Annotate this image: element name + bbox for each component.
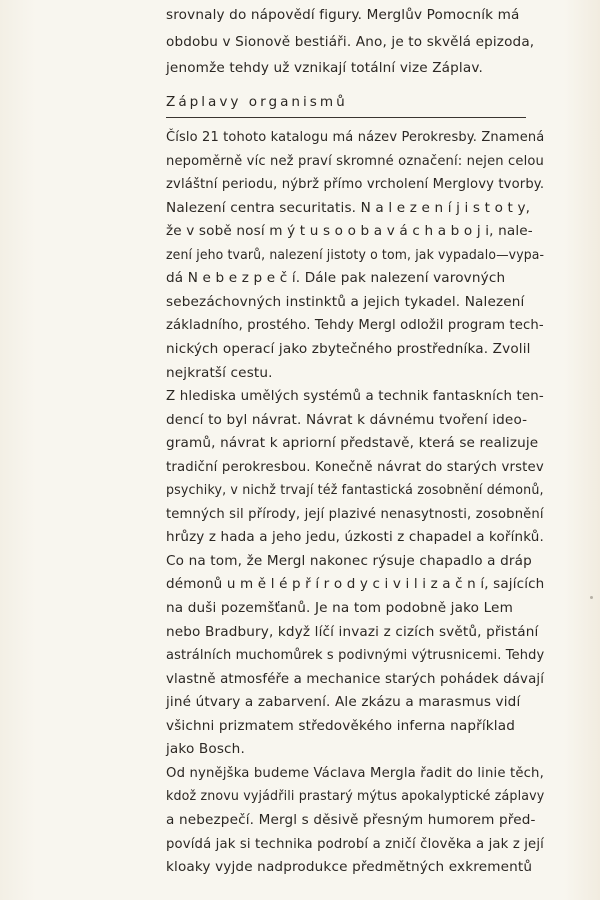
paragraph-line: nebo Bradbury, když líčí invazi z cizích světů, přistání xyxy=(166,623,539,640)
paragraph-line: kloaky vyjde nadprodukce předmětných exkrementů xyxy=(166,859,533,875)
paragraph-line: nejkratší cestu. xyxy=(166,364,273,381)
paragraph-line: obdobu v Sionově bestiáři. Ano, je to skvělá epizoda, xyxy=(166,34,535,50)
paragraph-line: že v sobě nosí m ý t u s o o b a v á c h a b o j i, nale- xyxy=(166,223,533,240)
paragraph-line: Nalezení centra securitatis. N a l e z e n í j i s t o t y, xyxy=(166,199,531,216)
paragraph-line: jiné útvary a zabarvení. Ale zkázu a marasmus vidí xyxy=(166,694,521,711)
paragraph-line: vlastně atmosféře a mechanice starých pohádek dávají xyxy=(166,670,545,687)
paragraph-line: démonů u m ě l é p ř í r o d y c i v i l i z a č n í, sajících xyxy=(166,576,545,593)
paragraph-line: kdož znovu vyjádřili prastarý mýtus apokalyptické záplavy xyxy=(166,788,545,805)
paragraph-line: nických operací jako zbytečného prostředníka. Zvolil xyxy=(166,340,531,357)
heading-rule xyxy=(166,117,526,118)
paragraph-line: jako Bosch. xyxy=(166,741,245,758)
paragraph-line: základního, prostého. Tehdy Mergl odložil program tech- xyxy=(166,317,544,334)
paragraph-line: a nebezpečí. Mergl s děsivě přesným humorem před- xyxy=(166,811,536,828)
paragraph-line: hrůzy z hada a jeho jedu, úzkosti z chapadel a kořínků. xyxy=(166,529,544,546)
paragraph-line: tradiční perokresbou. Konečně návrat do starých vrstev xyxy=(166,458,544,475)
paragraph-line: Z hlediska umělých systémů a technik fantaskních ten- xyxy=(166,388,544,404)
paragraph-line: srovnaly do nápovědí figury. Merglův Pomocník má xyxy=(166,7,520,23)
paper-speck xyxy=(590,596,593,599)
paragraph-line: povídá jak si technika podrobí a zničí člověka a jak z její xyxy=(166,835,544,852)
paragraph-line: na duši pozemšťanů. Je na tom podobně jako Lem xyxy=(166,600,513,616)
paragraph-line: jenomže tehdy už vznikají totální vize Záplav. xyxy=(166,60,483,76)
paragraph-line: sebezáchovných instinktů a jejich tykadel. Nalezení xyxy=(166,293,525,310)
paragraph-line: všichni prizmatem středověkého inferna například xyxy=(166,717,515,734)
paragraph-line: Co na tom, že Mergl nakonec rýsuje chapadlo a dráp xyxy=(166,552,532,569)
section-heading: Záplavy organismů xyxy=(166,94,348,110)
paragraph-line: astrálních muchomůrek s podivnými výtrusnicemi. Tehdy xyxy=(166,647,545,664)
paragraph-line: gramů, návrat k apriorní představě, která se realizuje xyxy=(166,435,539,452)
paragraph-line: psychiky, v nichž trvají též fantastická zosobnění démonů, xyxy=(166,482,544,499)
paragraph-line: dá N e b e z p e č í. Dále pak nalezení varovných xyxy=(166,270,506,287)
paragraph-line: nepoměrně víc než praví skromné označení: nejen celou xyxy=(166,152,544,169)
paragraph-line: zvláštní periodu, nýbrž přímo vrcholení Merglovy tvorby. xyxy=(166,176,545,193)
paragraph-line: zení jeho tvarů, nalezení jistoty o tom, jak vypadalo—vypa- xyxy=(166,246,545,263)
paragraph-line: dencí to byl návrat. Návrat k dávnému tvoření ideo- xyxy=(166,411,528,428)
paragraph-line: Od nynějška budeme Václava Mergla řadit do linie těch, xyxy=(166,764,544,781)
paragraph-line: temných sil přírody, její plazivé nenasytnosti, zosobnění xyxy=(166,505,544,522)
paragraph-line: Číslo 21 tohoto katalogu má název Perokresby. Znamená xyxy=(166,129,545,145)
